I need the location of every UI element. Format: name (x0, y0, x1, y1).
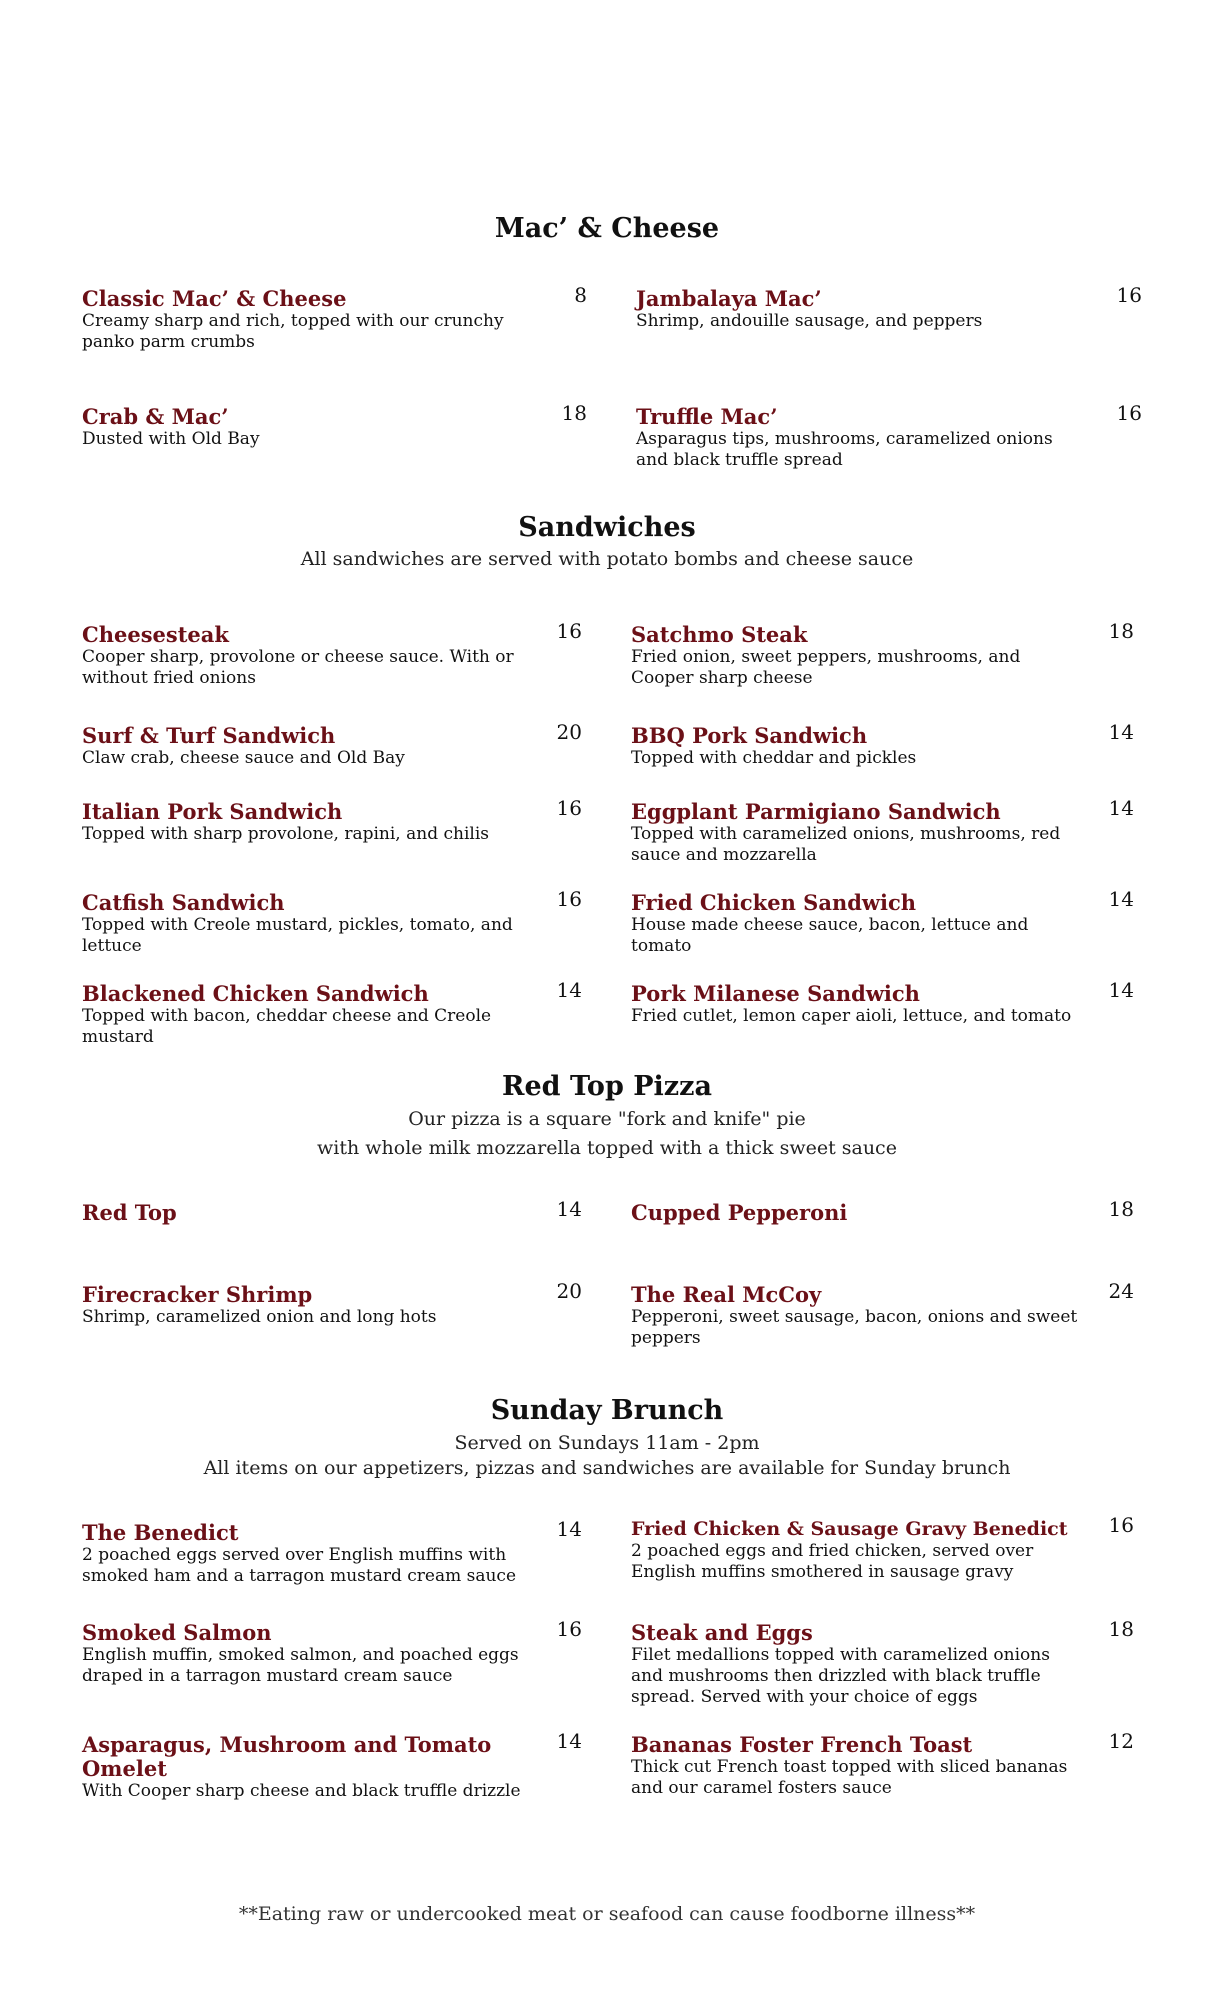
item-name: Cheesesteak (82, 622, 229, 647)
item-name: Fried Chicken Sandwich (631, 890, 917, 915)
menu-item (82, 978, 582, 1048)
allergy-footer-note: **Eating raw or undercooked meat or seafood can cause foodborne illness** (238, 1903, 976, 1925)
item-name: Cupped Pepperoni (631, 1200, 848, 1225)
item-description: Topped with caramelized onions, mushrooms, red sauce and mozzarella (631, 824, 1061, 865)
item-price: 16 (556, 619, 582, 643)
item-name: Firecracker Shrimp (82, 1282, 313, 1307)
item-description: Filet medallions topped with caramelized onions and mushrooms then drizzled with black truffle spread. Served with your choice of eggs (631, 1645, 1050, 1707)
item-name: Steak and Eggs (631, 1620, 813, 1645)
item-name: Italian Pork Sandwich (82, 799, 343, 824)
item-price: 14 (556, 978, 582, 1002)
item-price: 16 (556, 887, 582, 911)
item-name: Crab & Mac’ (82, 404, 229, 429)
section-subtitle-line2: All items on our appetizers, pizzas and sandwiches are available for Sunday brunch (203, 1457, 1011, 1479)
item-name: Pork Milanese Sandwich (631, 981, 920, 1006)
item-price: 16 (1116, 401, 1142, 425)
item-price: 24 (1108, 1279, 1134, 1303)
menu-item (631, 887, 1134, 957)
item-name: Fried Chicken & Sausage Gravy Benedict (631, 1518, 1068, 1540)
item-description: Thick cut French toast topped with sliced bananas and our caramel fosters sauce (631, 1757, 1068, 1798)
item-price: 16 (556, 796, 582, 820)
item-description: Shrimp, caramelized onion and long hots (82, 1307, 437, 1327)
item-description: Topped with Creole mustard, pickles, tomato, and lettuce (82, 915, 513, 956)
item-name: Surf & Turf Sandwich (82, 723, 336, 748)
item-name: Catfish Sandwich (82, 890, 285, 915)
menu-item (631, 796, 1134, 866)
item-name: Red Top (82, 1200, 177, 1225)
item-price: 14 (1108, 796, 1134, 820)
item-price: 18 (1108, 1197, 1134, 1221)
item-price: 16 (1108, 1513, 1134, 1537)
menu-item (82, 1617, 582, 1687)
menu-item (82, 283, 587, 353)
item-description: English muffin, smoked salmon, and poached eggs draped in a tarragon mustard cream sauce (82, 1645, 519, 1686)
item-price: 12 (1108, 1729, 1134, 1753)
item-name: BBQ Pork Sandwich (631, 723, 868, 748)
item-price: 18 (1108, 1617, 1134, 1641)
menu-item (631, 619, 1134, 689)
item-description: Claw crab, cheese sauce and Old Bay (82, 748, 405, 768)
menu-item (631, 1197, 1134, 1225)
item-name: Eggplant Parmigiano Sandwich (631, 799, 1001, 824)
menu-item (82, 796, 582, 845)
item-price: 14 (556, 1197, 582, 1221)
menu-item (82, 887, 582, 957)
item-description: Topped with bacon, cheddar cheese and Creole mustard (82, 1006, 492, 1047)
menu-item (636, 401, 1142, 471)
item-description: Fried onion, sweet peppers, mushrooms, and Cooper sharp cheese (631, 647, 1021, 688)
item-description: Creamy sharp and rich, topped with our crunchy panko parm crumbs (82, 311, 504, 352)
menu-item (82, 1197, 582, 1225)
item-price: 20 (556, 1279, 582, 1303)
item-name: Blackened Chicken Sandwich (82, 981, 429, 1006)
item-name: Satchmo Steak (631, 622, 808, 647)
menu-item (82, 1279, 582, 1328)
item-name: Classic Mac’ & Cheese (82, 286, 347, 311)
item-description: Dusted with Old Bay (82, 429, 260, 449)
menu-item (631, 1617, 1134, 1708)
item-description: House made cheese sauce, bacon, lettuce and tomato (631, 915, 1029, 956)
item-description: Fried cutlet, lemon caper aioli, lettuce, and tomato (631, 1006, 1072, 1026)
section-subtitle: All sandwiches are served with potato bombs and cheese sauce (300, 548, 914, 570)
item-price: 20 (556, 720, 582, 744)
item-description: With Cooper sharp cheese and black truffle drizzle (82, 1781, 521, 1801)
menu-item (631, 720, 1134, 769)
menu-item (631, 1279, 1134, 1349)
item-name: Truffle Mac’ (636, 404, 778, 429)
item-description: Asparagus tips, mushrooms, caramelized onions and black truffle spread (636, 429, 1053, 470)
item-price: 8 (574, 283, 587, 307)
section-title-brunch: Sunday Brunch (490, 1395, 724, 1426)
menu-item (631, 1729, 1134, 1799)
item-description: 2 poached eggs served over English muffins with smoked ham and a tarragon mustard cream sauce (82, 1545, 516, 1586)
item-name: Smoked Salmon (82, 1620, 272, 1645)
item-name: Asparagus, Mushroom and Tomato Omelet (82, 1732, 492, 1781)
item-price: 14 (1108, 978, 1134, 1002)
item-description: Topped with sharp provolone, rapini, and chilis (82, 824, 489, 844)
item-price: 16 (556, 1617, 582, 1641)
item-description: Pepperoni, sweet sausage, bacon, onions and sweet peppers (631, 1307, 1078, 1348)
item-name: Jambalaya Mac’ (636, 286, 822, 311)
section-title-mac-cheese: Mac’ & Cheese (494, 213, 720, 244)
item-name: Bananas Foster French Toast (631, 1732, 973, 1757)
item-name: The Real McCoy (631, 1282, 822, 1307)
menu-item (82, 401, 587, 450)
section-subtitle-line1: Our pizza is a square "fork and knife" pie (408, 1108, 806, 1130)
item-description: Cooper sharp, provolone or cheese sauce. With or without fried onions (82, 647, 514, 688)
item-price: 18 (1108, 619, 1134, 643)
item-price: 14 (556, 1729, 582, 1753)
item-price: 14 (1108, 887, 1134, 911)
item-price: 14 (1108, 720, 1134, 744)
menu-item (82, 720, 582, 769)
menu-item (636, 283, 1142, 332)
section-title-sandwiches: Sandwiches (518, 512, 696, 543)
item-name: The Benedict (82, 1520, 239, 1545)
item-price: 16 (1116, 283, 1142, 307)
section-subtitle-line2: with whole milk mozzarella topped with a thick sweet sauce (317, 1137, 897, 1159)
menu-item (82, 1729, 582, 1802)
menu-item (82, 1517, 582, 1587)
item-description: Topped with cheddar and pickles (631, 748, 917, 768)
section-subtitle-line1: Served on Sundays 11am - 2pm (454, 1432, 760, 1454)
menu-item (631, 978, 1134, 1027)
section-title-pizza: Red Top Pizza (502, 1071, 712, 1102)
menu-item (631, 1513, 1134, 1583)
item-description: Shrimp, andouille sausage, and peppers (636, 311, 983, 331)
menu-item (82, 619, 582, 689)
item-price: 14 (556, 1517, 582, 1541)
item-description: 2 poached eggs and fried chicken, served over English muffins smothered in sausage gravy (631, 1541, 1034, 1582)
item-price: 18 (561, 401, 587, 425)
